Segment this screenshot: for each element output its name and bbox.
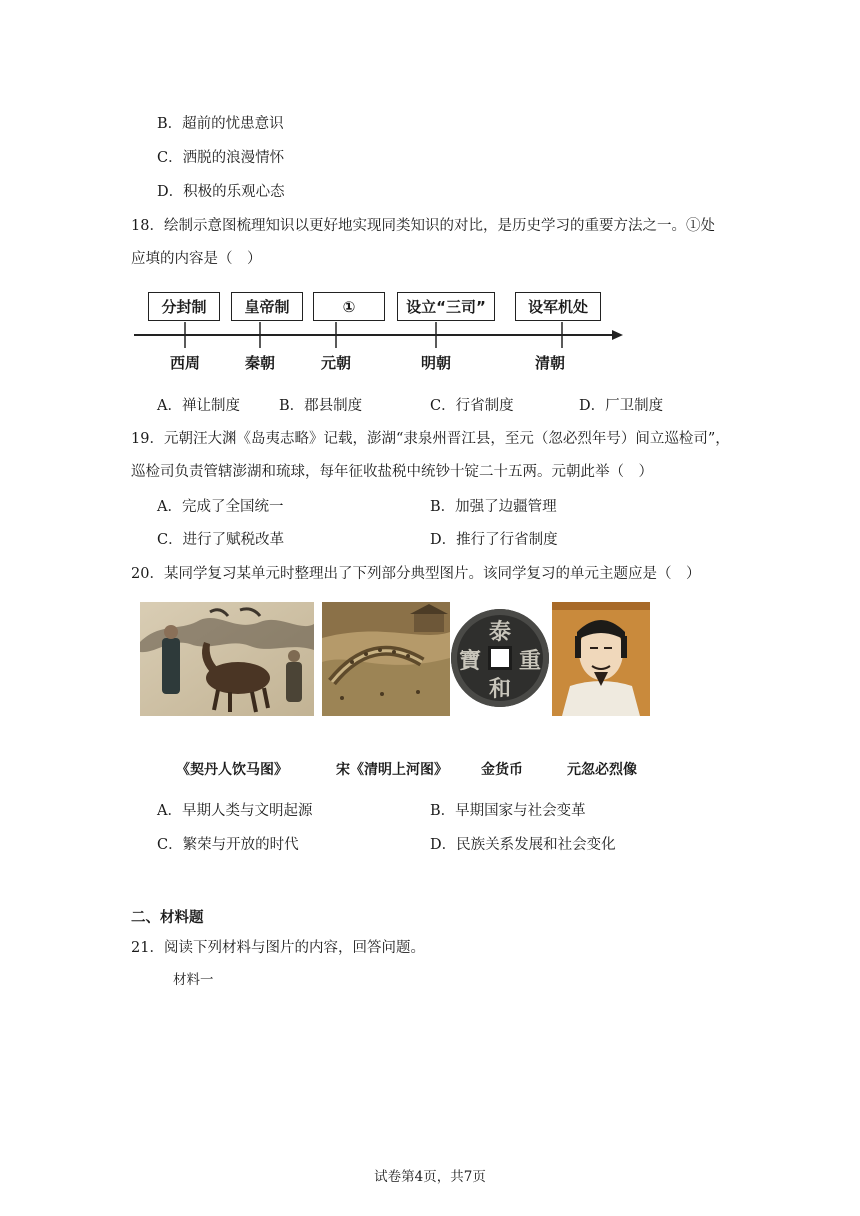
q17-option-d: D．积极的乐观心态 [157, 184, 285, 200]
coin-char-top: 泰 [488, 619, 511, 645]
timeline-label-qin: 秦朝 [244, 354, 276, 372]
q19-stem-line1: 19．元朝汪大渊《岛夷志略》记载，澎湖“隶泉州晋江县，至元（忽必烈年号）间立巡检司”， [131, 431, 730, 447]
q17-option-b: B．超前的忧患意识 [157, 116, 284, 132]
q19-option-c: C．进行了赋税改革 [157, 532, 285, 548]
timeline-box-junji: 设军机处 [515, 292, 601, 321]
coin-char-left: 寶 [458, 648, 481, 674]
material-one-label: 材料一 [173, 972, 214, 988]
q18-option-d: D．厂卫制度 [579, 398, 664, 414]
q20-stem: 20．某同学复习某单元时整理出了下列部分典型图片。该同学复习的单元主题应是（ ） [131, 566, 701, 582]
timeline-box-fenfeng: 分封制 [148, 292, 220, 321]
q19-option-d: D．推行了行省制度 [430, 532, 558, 548]
qingming-painting [322, 602, 450, 716]
q19-option-a: A．完成了全国统一 [157, 499, 284, 515]
caption-qingming: 宋《清明上河图》 [336, 762, 448, 778]
q20-option-d: D．民族关系发展和社会变化 [430, 837, 616, 853]
q20-option-b: B．早期国家与社会变革 [430, 803, 586, 819]
timeline-axis [130, 320, 625, 352]
section-title-materials: 二、材料题 [131, 910, 204, 926]
caption-coin: 金货币 [481, 762, 523, 778]
caption-khitan: 《契丹人饮马图》 [176, 762, 288, 778]
q21-stem: 21．阅读下列材料与图片的内容，回答问题。 [131, 940, 425, 956]
q19-option-b: B．加强了边疆管理 [430, 499, 557, 515]
q18-option-a: A．禅让制度 [157, 398, 240, 414]
coin-char-bottom: 和 [488, 676, 511, 702]
timeline-label-xizhou: 西周 [169, 354, 201, 372]
timeline-label-qing: 清朝 [534, 354, 566, 372]
timeline-box-huangdi: 皇帝制 [231, 292, 303, 321]
q20-option-a: A．早期人类与文明起源 [157, 803, 313, 819]
q17-option-c: C．洒脱的浪漫情怀 [157, 150, 285, 166]
q18-stem-line1: 18．绘制示意图梳理知识以更好地实现同类知识的对比，是历史学习的重要方法之一。①处 [131, 218, 715, 234]
khitan-horse-painting [140, 602, 314, 716]
coin-square-hole [488, 646, 512, 670]
q20-option-c: C．繁荣与开放的时代 [157, 837, 299, 853]
timeline-box-sansi: 设立“三司” [397, 292, 495, 321]
q19-stem-line2: 巡检司负责管辖澎湖和琉球，每年征收盐税中统钞十锭二十五两。元朝此举（ ） [131, 464, 653, 480]
caption-kublai: 元忽必烈像 [567, 762, 637, 778]
jin-coin-image [449, 602, 551, 716]
kublai-portrait [552, 602, 650, 716]
q18-stem-line2: 应填的内容是（ ） [131, 251, 262, 267]
q18-option-c: C．行省制度 [430, 398, 514, 414]
timeline-label-ming: 明朝 [420, 354, 452, 372]
page-footer: 试卷第4页，共7页 [374, 1169, 486, 1185]
coin-char-right: 重 [518, 648, 541, 674]
timeline-box-blank: ① [313, 292, 385, 321]
q18-option-b: B．郡县制度 [279, 398, 363, 414]
timeline-label-yuan: 元朝 [320, 354, 352, 372]
